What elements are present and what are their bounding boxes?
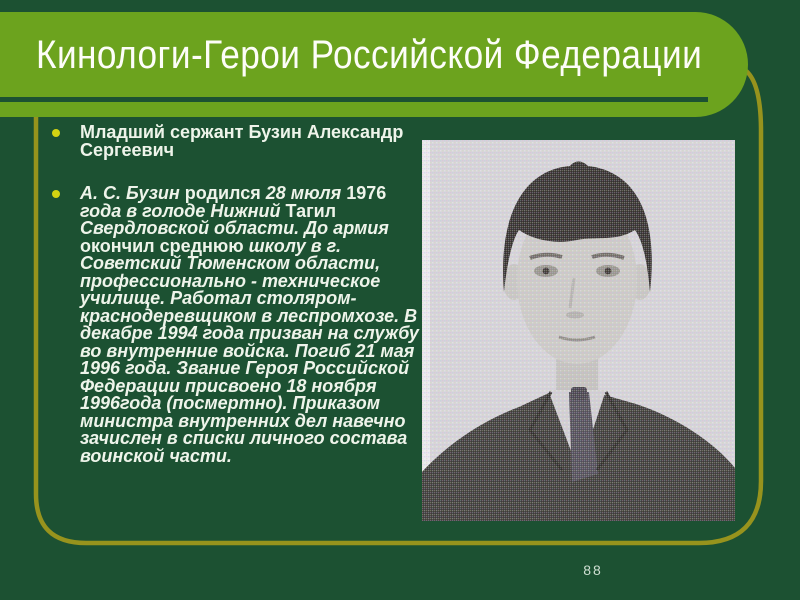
slide-body xyxy=(52,124,420,491)
list-item xyxy=(52,124,420,159)
title-banner xyxy=(0,12,748,117)
intro-paragraph: Младший сержант Бузин Александр Сергеевич xyxy=(80,122,404,160)
banner-divider xyxy=(0,97,708,102)
page-number: 88 xyxy=(583,562,603,578)
bullet-icon xyxy=(52,190,60,198)
list-item xyxy=(52,185,420,465)
body-paragraph: А. С. Бузин родился 28 мюля 1976 года в голоде Нижний Тагил Свердловской области. До армия окончил среднюю школу в г. Советский Тюменском области, профессионально - техническое училище. Работал столяром-краснодеревщиком в леспромхозе. В декабре 1994 года призван на службу во внутренние войска. Погиб 21 мая 1996 года. Звание Героя Российской Федерации присвоено 18 ноября 1996года (посмертно). Приказом министра внутренних дел навечно зачислен в списки личного состава воинской части. xyxy=(80,183,419,466)
title-row xyxy=(0,12,748,98)
halftone-overlay xyxy=(422,140,735,521)
portrait-photo xyxy=(422,140,735,521)
bullet-icon xyxy=(52,129,60,137)
page-title: Кинологи-Герои Российской Федерации xyxy=(36,32,703,77)
